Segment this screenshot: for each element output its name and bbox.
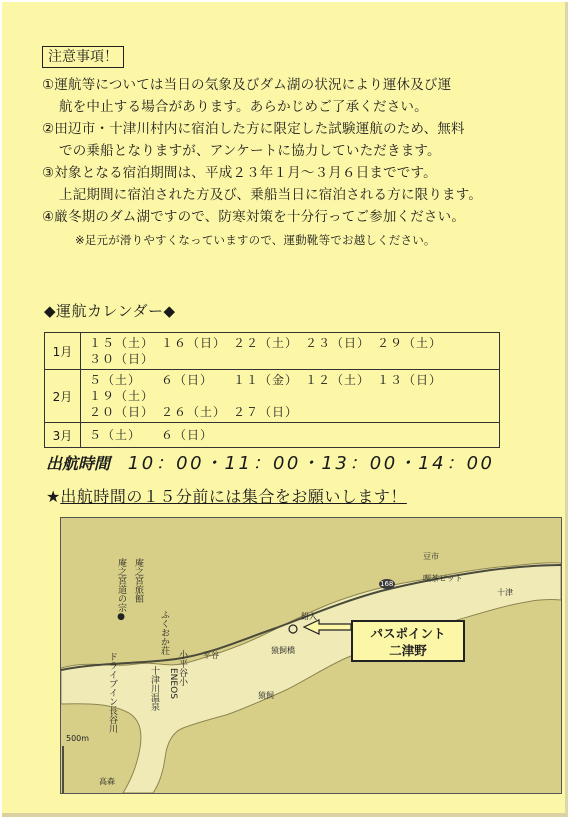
calendar-day: １３（日） <box>377 373 443 387</box>
map-label-scale: 500m <box>66 734 90 743</box>
calendar-day: ２６（土） <box>161 405 227 419</box>
calendar-day: ５（土） <box>89 428 142 442</box>
month-label: 3月 <box>45 423 81 448</box>
notice-list <box>42 74 562 252</box>
calendar-day: ６（日） <box>161 373 214 387</box>
pass-point-name: 二津野 <box>389 643 427 658</box>
star-icon: ★ <box>46 487 61 506</box>
map-label-hiratani-school: 小平谷小 <box>177 650 187 686</box>
calendar-day: ２７（日） <box>233 405 299 419</box>
calendar-day: １１（金） <box>233 373 299 387</box>
pass-point-title: パスポイント <box>370 626 446 641</box>
notice-item-3-line1: ③対象となる宿泊期間は、平成２３年１月～３月６日までです。 <box>42 165 437 181</box>
notice-title: 注意事項！ <box>42 46 124 68</box>
area-map <box>60 517 562 794</box>
month-label: 2月 <box>45 370 81 423</box>
notice-sheet <box>2 2 568 817</box>
calendar-day: ６（日） <box>161 428 214 442</box>
notice-item-1-line1: ①運航等については当日の気象及びダム湖の状況により運休及び運 <box>42 77 452 93</box>
calendar-days <box>81 333 500 370</box>
notice-item-3 <box>42 162 562 206</box>
calendar-day: １５（土） <box>89 336 155 350</box>
notice-footnote: ※足元が滑りやすくなっていますので、運動靴等でお越しください。 <box>75 233 436 247</box>
departure-times <box>46 449 494 475</box>
notice-item-2 <box>42 118 562 162</box>
calendar-day: ５（土） <box>89 373 142 387</box>
departure-label: 出航時間 <box>46 454 111 473</box>
calendar-row-february <box>45 370 500 423</box>
notice-item-2-line1: ②田辺市・十津川村内に宿泊した方に限定した試験運航のため、無料 <box>42 121 465 137</box>
calendar-day: ３０（日） <box>89 352 155 366</box>
map-label-onsen: 十津川温泉 <box>149 666 159 711</box>
route-number: 168 <box>380 580 394 588</box>
map-label-iriguchi: 鉛入 <box>301 612 317 621</box>
map-label-eneos: ENEOS <box>168 668 178 699</box>
calendar-day: ２２（土） <box>233 336 299 350</box>
calendar-day: ２３（日） <box>305 336 371 350</box>
map-label-kissa: 喫茶ピット <box>423 574 463 583</box>
map-label-ryokan: 庵之宮旅館 <box>133 558 143 603</box>
calendar-day: １６（日） <box>161 336 227 350</box>
calendar-day: ２０（日） <box>89 405 155 419</box>
map-label-sarukai: 猿飼 <box>258 691 274 700</box>
calendar-heading: ◆運航カレンダー◆ <box>44 302 176 320</box>
calendar-day: １２（土） <box>305 373 371 387</box>
map-label-fukuoka: ふくおか荘 <box>159 610 169 655</box>
notice-item-2-line2: での乗船となりますが、アンケートに協力していただきます。 <box>59 143 441 159</box>
operation-calendar <box>44 332 500 448</box>
calendar-row-january <box>45 333 500 370</box>
calendar-row-march <box>45 423 500 448</box>
map-label-takamori: 高森 <box>99 777 115 786</box>
map-label-hiratani: 平谷 <box>203 651 219 660</box>
map-label-mameichi: 豆市 <box>423 552 439 561</box>
map-label-totsu: 十津 <box>497 588 513 597</box>
map-label-drivein: ドライブイン長谷川 <box>107 652 117 733</box>
calendar-day: １９（土） <box>89 389 155 403</box>
notice-item-1 <box>42 74 562 118</box>
notice-item-3-line2: 上記期間に宿泊された方及び、乗船当日に宿泊される方に限ります。 <box>59 187 483 203</box>
month-label: 1月 <box>45 333 81 370</box>
calendar-day: ２９（土） <box>377 336 443 350</box>
calendar-days <box>81 423 500 448</box>
departure-time-list: 10：00・11：00・13：00・14：00 <box>127 453 495 474</box>
pass-point-box <box>351 620 465 662</box>
notice-item-4 <box>42 206 562 228</box>
gather-notice <box>46 484 407 507</box>
notice-item-1-line2: 航を中止する場合があります。あらかじめご了承ください。 <box>59 99 428 115</box>
notice-item-4-line1: ④厳冬期のダム湖ですので、防寒対策を十分行ってご参加ください。 <box>42 209 466 225</box>
map-label-futatsunobashi: 猿飼橋 <box>271 646 295 655</box>
gather-text: 出航時間の１５分前には集合をお願いします！ <box>60 487 407 506</box>
map-label-iori-shrine: 庵之宮道の宗● <box>116 558 126 622</box>
calendar-days <box>81 370 500 423</box>
